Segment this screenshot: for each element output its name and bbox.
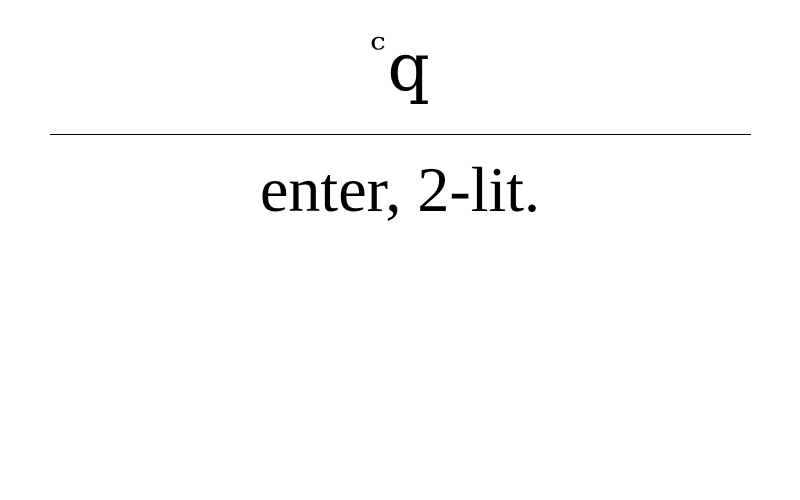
meaning-text: enter, 2-lit.: [260, 154, 540, 225]
transliteration-letter: q: [387, 29, 430, 106]
ayin-superscript: ᶜ: [370, 24, 386, 75]
divider-line: [50, 134, 751, 135]
transliteration: [0, 8, 800, 136]
